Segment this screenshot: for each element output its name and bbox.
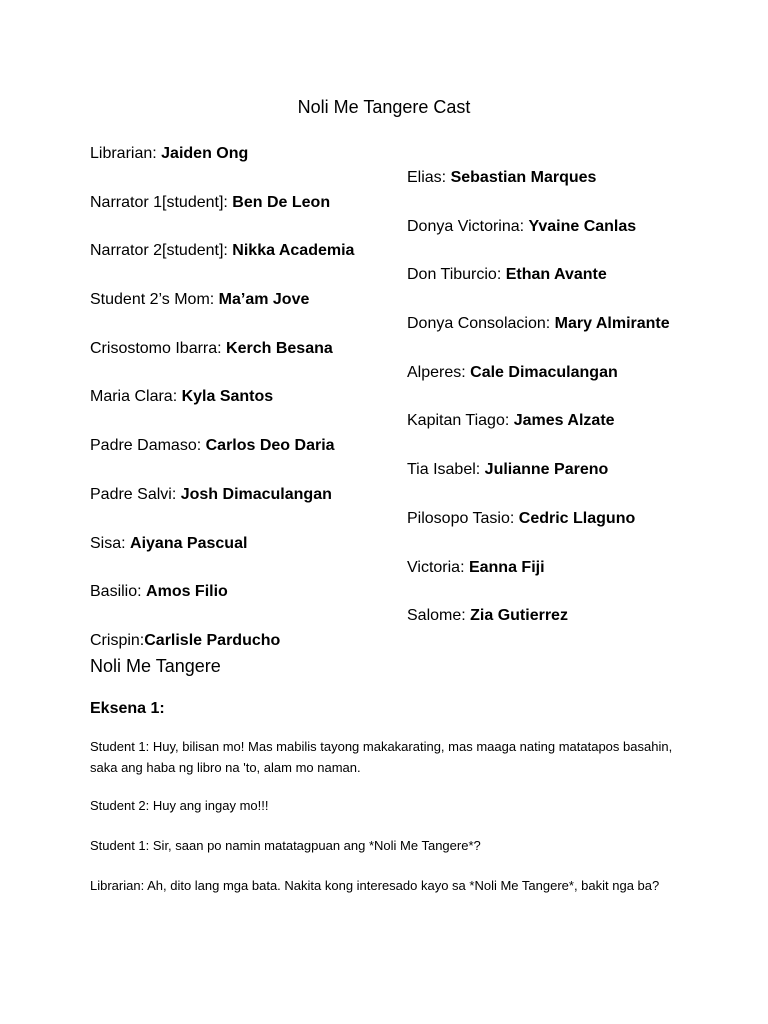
actor-name: Yvaine Canlas <box>528 217 637 235</box>
role-label: Student 2’s Mom: <box>90 291 219 309</box>
role-label: Narrator 2[student]: <box>90 242 233 260</box>
script-title: Noli Me Tangere <box>90 656 221 676</box>
actor-name: James Alzate <box>513 412 615 430</box>
role-label: Sisa: <box>90 534 131 552</box>
cast-entry <box>90 242 354 291</box>
role-label: Maria Clara: <box>90 388 182 406</box>
role-label: Victoria: <box>407 558 469 576</box>
cast-entry <box>90 291 354 340</box>
actor-name: Zia Gutierrez <box>470 607 568 625</box>
role-label: Alperes: <box>407 363 471 381</box>
actor-name: Kerch Besana <box>226 339 333 357</box>
actor-name: Jaiden Ong <box>161 145 249 162</box>
actor-name: Sebastian Marques <box>450 169 597 186</box>
dialogue-line: Student 2: Huy ang ingay mo!!! <box>90 798 269 813</box>
cast-entry <box>407 218 670 267</box>
role-label: Crisostomo Ibarra: <box>90 339 227 357</box>
cast-entry <box>90 486 354 535</box>
dialogue-line: Student 1: Sir, saan po namin matatagpuan ang *Noli Me Tangere*? <box>90 838 481 853</box>
role-label: Don Tiburcio: <box>407 266 506 284</box>
cast-entry <box>90 388 354 437</box>
role-label: Elias: <box>407 169 451 186</box>
actor-name: Amos Filio <box>146 583 228 601</box>
actor-name: Eanna Fiji <box>468 558 545 576</box>
cast-entry <box>90 583 354 632</box>
actor-name: Josh Dimaculangan <box>180 485 332 503</box>
cast-entry <box>407 412 670 461</box>
role-label: Padre Salvi: <box>90 485 181 503</box>
dialogue-line: Student 1: Huy, bilisan mo! Mas mabilis tayong makakarating, mas maaga nating matatapos basahin, saka ang haba ng libro na 'to, alam mo naman. <box>90 739 673 775</box>
cast-entry <box>90 340 354 389</box>
cast-entry <box>90 145 354 194</box>
cast-entry <box>407 364 670 413</box>
role-label: Pilosopo Tasio: <box>407 509 519 527</box>
actor-name: Cale Dimaculangan <box>470 363 618 381</box>
role-label: Librarian: <box>90 145 162 162</box>
role-label: Donya Victorina: <box>407 217 529 235</box>
actor-name: Ethan Avante <box>505 266 607 284</box>
actor-name: Julianne Pareno <box>484 461 609 479</box>
cast-entry <box>407 461 670 510</box>
role-label: Crispin: <box>90 631 145 649</box>
role-label: Narrator 1[student]: <box>90 193 233 211</box>
scene-heading: Eksena 1: <box>90 700 165 717</box>
actor-name: Aiyana Pascual <box>130 534 248 552</box>
cast-entry <box>90 437 354 486</box>
cast-entry <box>90 194 354 243</box>
cast-entry <box>407 266 670 315</box>
role-label: Padre Damaso: <box>90 437 206 455</box>
actor-name: Nikka Academia <box>232 242 355 260</box>
cast-entry <box>90 535 354 584</box>
cast-list-right <box>407 169 670 656</box>
actor-name: Carlisle Parducho <box>144 631 281 649</box>
role-label: Tia Isabel: <box>407 461 485 479</box>
cast-list-left <box>90 145 354 681</box>
actor-name: Ma’am Jove <box>218 291 310 309</box>
role-label: Donya Consolacion: <box>407 315 555 333</box>
actor-name: Ben De Leon <box>232 193 331 211</box>
dialogue-line: Librarian: Ah, dito lang mga bata. Nakita kong interesado kayo sa *Noli Me Tangere*, bakit nga ba? <box>90 878 660 893</box>
actor-name: Carlos Deo Daria <box>205 437 335 455</box>
actor-name: Kyla Santos <box>181 388 274 406</box>
actor-name: Mary Almirante <box>554 315 670 333</box>
cast-entry <box>407 169 670 218</box>
cast-title: Noli Me Tangere Cast <box>297 97 471 117</box>
cast-entry <box>407 315 670 364</box>
role-label: Kapitan Tiago: <box>407 412 514 430</box>
cast-entry <box>407 607 670 656</box>
role-label: Basilio: <box>90 583 147 601</box>
role-label: Salome: <box>407 607 471 625</box>
actor-name: Cedric Llaguno <box>518 509 636 527</box>
cast-entry <box>407 510 670 559</box>
cast-entry <box>407 559 670 608</box>
